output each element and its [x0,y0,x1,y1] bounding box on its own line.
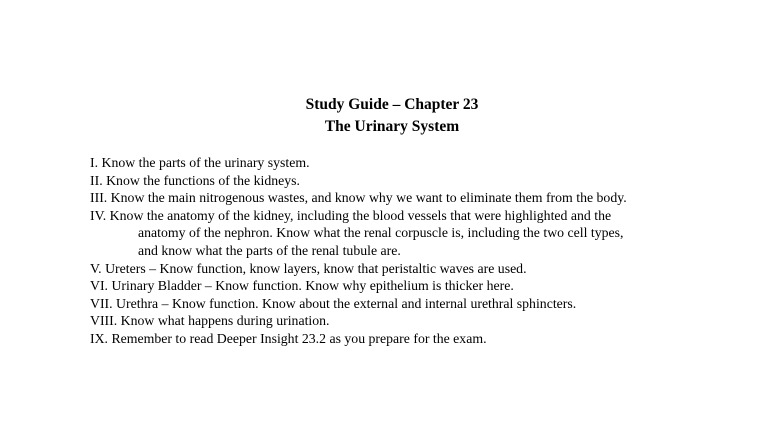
list-item [90,312,730,330]
list-item-text: I. Know the parts of the urinary system. [90,155,310,170]
list-item [90,189,730,207]
list-item [90,295,730,313]
list-item-text: III. Know the main nitrogenous wastes, and know why we want to eliminate them from the body. [90,190,627,206]
list-item [90,154,730,172]
list-item-continuation: anatomy of the nephron. Know what the renal corpuscle is, including the two cell types, [138,225,624,241]
list-item [90,277,730,295]
list-item [90,260,730,278]
list-item-text: II. Know the functions of the kidneys. [90,172,300,188]
list-item [90,207,730,260]
list-item-text: VIII. Know what happens during urination. [90,313,330,329]
list-item-text: VII. Urethra – Know function. Know about the external and internal urethral sphincters. [90,295,577,311]
list-item-text: IX. Remember to read Deeper Insight 23.2 as you prepare for the exam. [90,330,487,346]
document-subtitle: The Urinary System [324,118,460,135]
list-item [90,172,730,190]
document-title: Study Guide – Chapter 23 [305,96,479,113]
list-item-text: V. Ureters – Know function, know layers, know that peristaltic waves are used. [90,260,527,276]
title-block [0,94,784,138]
list-item [90,330,730,348]
study-guide-list [90,154,730,348]
list-item-continuation: and know what the parts of the renal tubule are. [138,242,401,258]
list-item-text: VI. Urinary Bladder – Know function. Know why epithelium is thicker here. [90,278,514,294]
list-item-text: IV. Know the anatomy of the kidney, including the blood vessels that were highlighted and the [90,207,612,223]
